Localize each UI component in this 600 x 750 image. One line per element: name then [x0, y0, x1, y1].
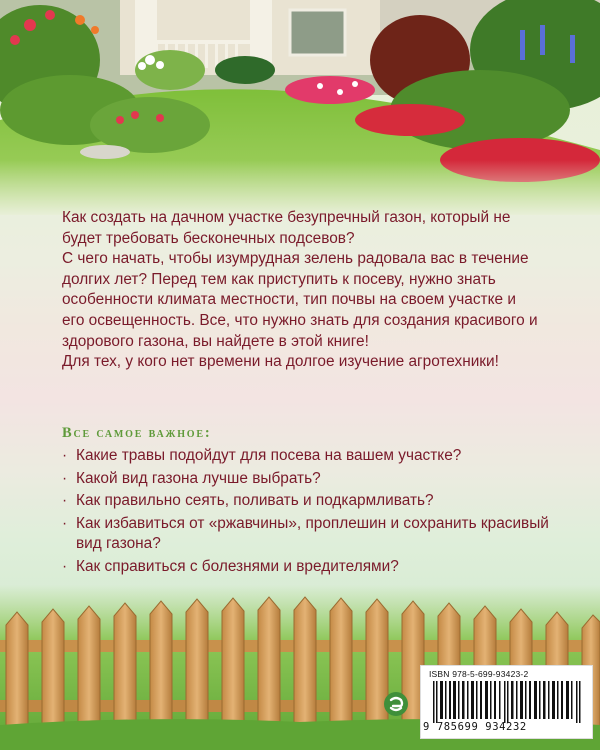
highlight-item: · Какой вид газона лучше выбрать? [62, 469, 562, 490]
eksmo-e-logo-icon [383, 691, 409, 717]
isbn-label: ISBN 978-5-699-93423-2 [429, 669, 529, 679]
highlight-item: · Как правильно сеять, поливать и подкармливать? [62, 491, 562, 512]
bullet-icon: · [62, 557, 68, 575]
intro-paragraph-3: Для тех, у кого нет времени на долгое изучение агротехники! [62, 353, 499, 371]
bullet-icon: · [62, 514, 68, 532]
highlight-item: · Как справиться с болезнями и вредителями? [62, 557, 562, 578]
barcode-icon [433, 681, 583, 723]
intro-paragraph-1: Как создать на дачном участке безупречный газон, который не будет требовать бесконечных подсевов? [62, 209, 511, 247]
barcode-area [420, 665, 593, 739]
bullet-icon: · [62, 447, 68, 464]
book-description [62, 208, 542, 373]
bullet-icon: · [62, 492, 68, 510]
highlight-item: · Какие травы подойдут для посева на вашем участке? [62, 446, 562, 467]
intro-paragraph-2: С чего начать, чтобы изумрудная зелень радовала вас в течение долгих лет? Перед тем как приступить к посеву, нужно знать особенности климата местности, тип почвы на своем участке и его освещенность. Все, что нужно знать для создания красивого и здорового газона, вы найдете в этой книге! [62, 250, 538, 350]
bullet-icon: · [62, 469, 68, 487]
highlights-list [62, 446, 562, 580]
ean-digits: 9 785699 934232 [423, 721, 527, 733]
highlights-heading: Все самое важное: [62, 425, 212, 441]
highlight-item: · Как избавиться от «ржавчины», проплешин и сохранить красивый вид газона? [62, 514, 549, 553]
